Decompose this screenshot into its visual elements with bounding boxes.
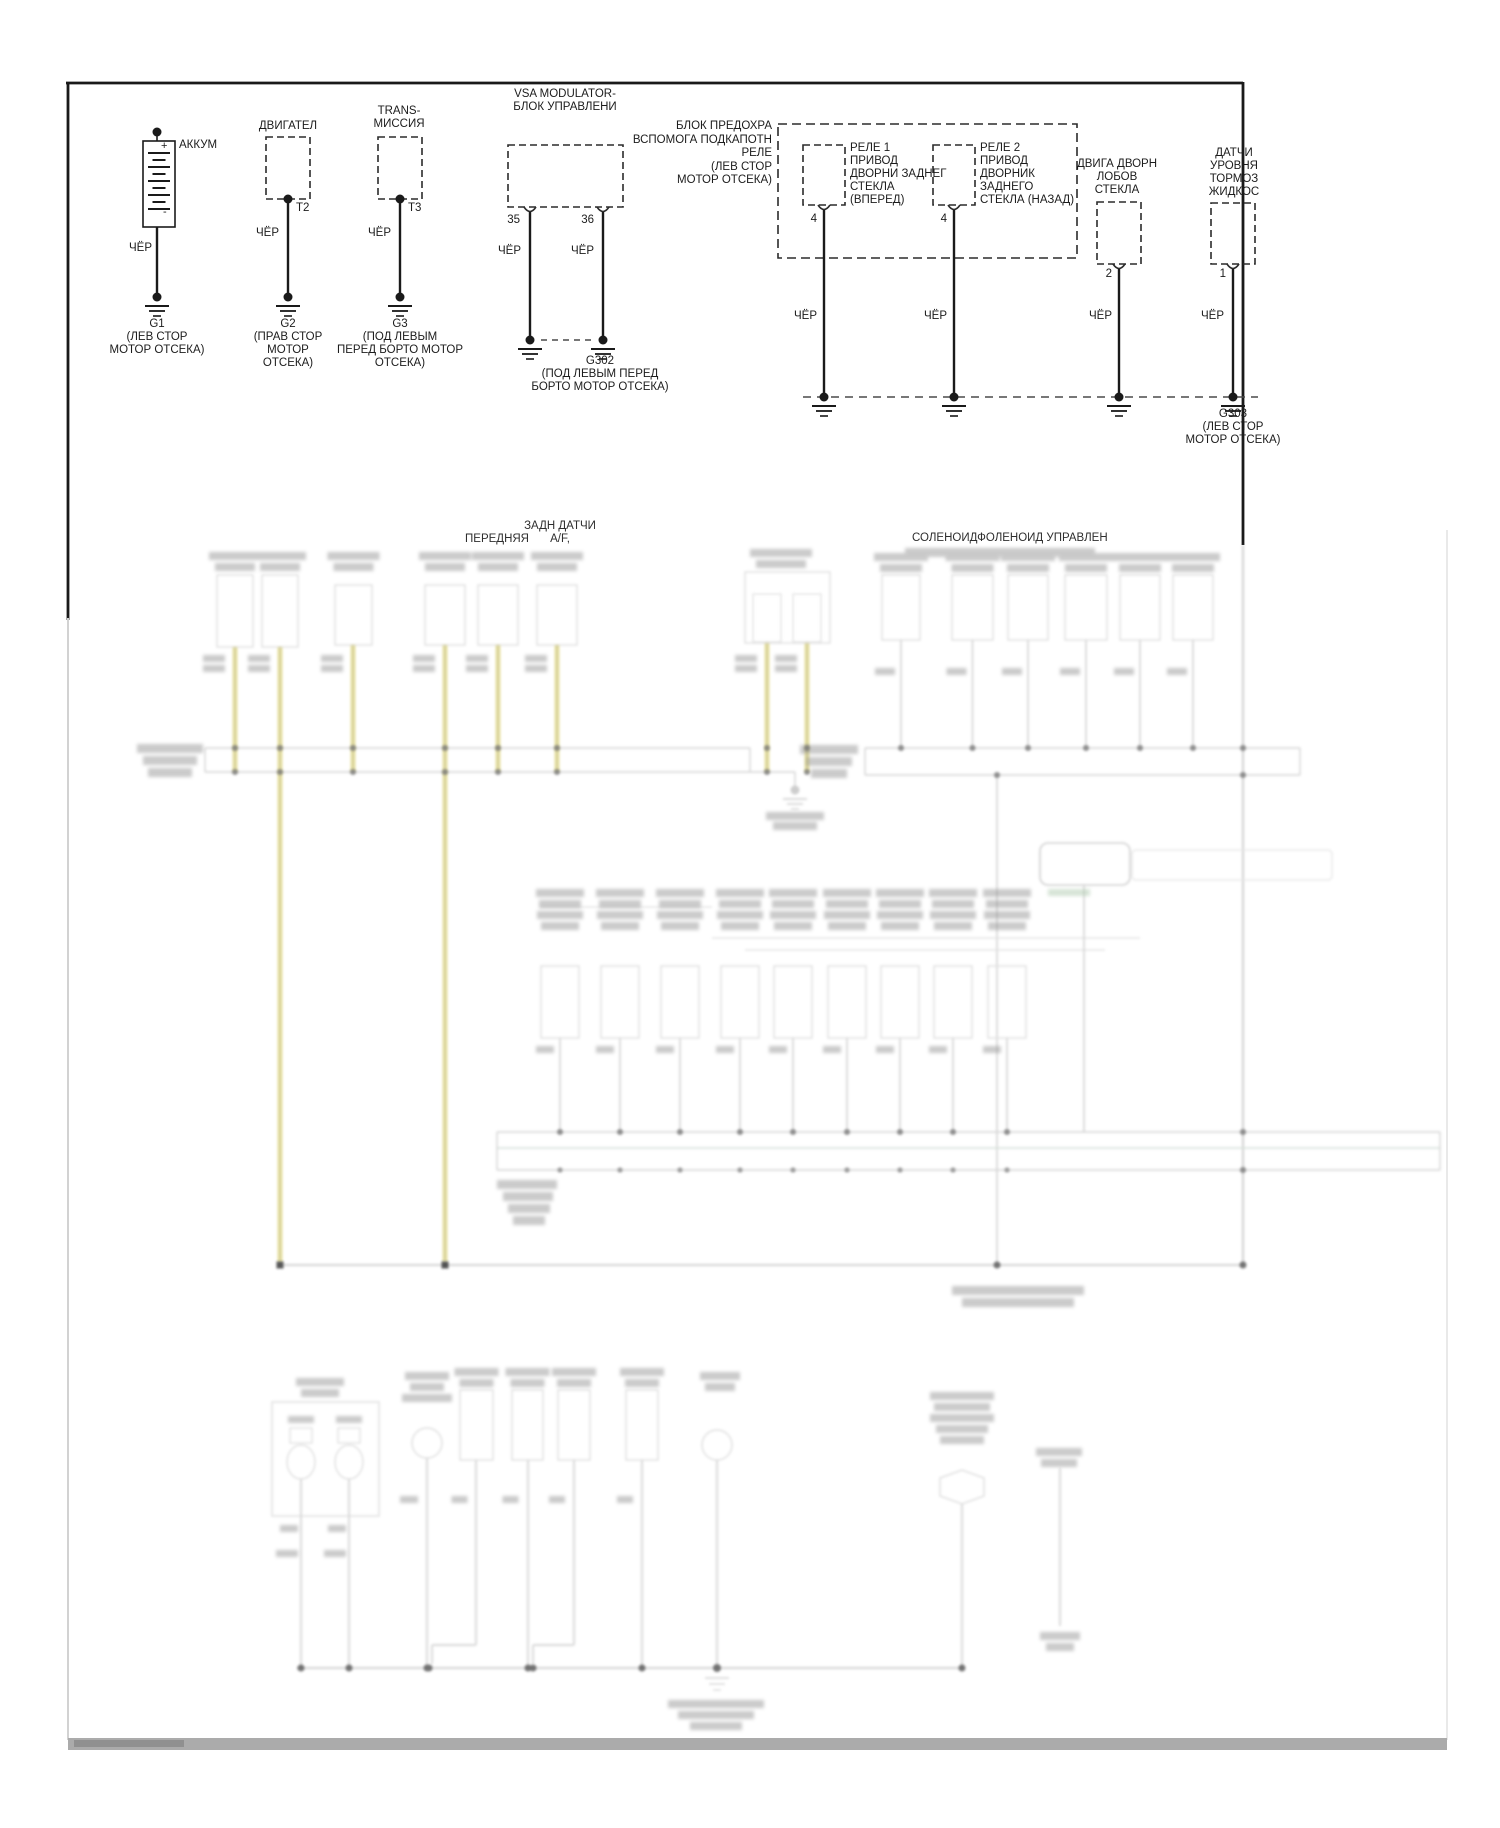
solenoid-header: СОЛЕНОИДФОЛЕНОИД УПРАВЛЕН xyxy=(912,532,1108,544)
ground-g303-label: G303 (ЛЕВ СТОР МОТОР ОТСЕКА) xyxy=(1185,408,1281,446)
engine-wire-color: ЧЁР xyxy=(255,227,279,239)
brake-fluid-wire-color: ЧЁР xyxy=(1200,310,1224,322)
ground-g1-label: G1 (ЛЕВ СТОР МОТОР ОТСЕКА) xyxy=(109,318,205,356)
front-sensor-header: ПЕРЕДНЯЯ xyxy=(465,533,529,545)
page-edges xyxy=(68,530,1447,1750)
wiper-motor-label: ДВИГА ДВОРН ЛОБОВ СТЕКЛА xyxy=(1076,158,1158,196)
vsa-pin-35: 35 xyxy=(507,214,520,226)
brake-fluid-pin: 1 xyxy=(1219,268,1226,280)
vsa-label: VSA MODULATOR- БЛОК УПРАВЛЕНИ xyxy=(513,88,617,113)
battery-plus: + xyxy=(161,140,168,152)
vsa-pin-36: 36 xyxy=(581,214,594,226)
relay2-label: РЕЛЕ 2 ПРИВОД ДВОРНИК ЗАДНЕГО СТЕКЛА (НАЗАД) xyxy=(980,142,1075,206)
relay2-pin: 4 xyxy=(940,213,947,225)
ground-g3-label: G3 (ПОД ЛЕВЫМ ПЕРЕД БОРТО МОТОР ОТСЕКА) xyxy=(336,318,464,369)
relay1-label: РЕЛЕ 1 ПРИВОД ДВОРНИ ЗАДНЕГ СТЕКЛА (ВПЕРЕД) xyxy=(850,142,947,206)
ground-g2-label: G2 (ПРАВ СТОР МОТОР ОТСЕКА) xyxy=(253,318,323,369)
engine-pin: T2 xyxy=(296,202,310,214)
wiper-motor-wire-color: ЧЁР xyxy=(1088,310,1112,322)
relay2-wire-color: ЧЁР xyxy=(923,310,947,322)
vsa-wire-color-2: ЧЁР xyxy=(570,245,594,257)
illegible-label-blobs xyxy=(137,548,1220,1730)
battery-label: АККУМ xyxy=(179,139,218,151)
relay1-pin: 4 xyxy=(810,213,817,225)
engine-label: ДВИГАТЕЛ xyxy=(258,120,318,132)
ground-g302-label: G302 (ПОД ЛЕВЫМ ПЕРЕД БОРТО МОТОР ОТСЕКА) xyxy=(531,355,669,393)
battery-minus: - xyxy=(163,206,167,218)
transmission-wire-color: ЧЁР xyxy=(367,227,391,239)
battery-wire-color: ЧЁР xyxy=(128,242,152,254)
relay1-wire-color: ЧЁР xyxy=(793,310,817,322)
wiper-motor-pin: 2 xyxy=(1105,268,1112,280)
transmission-pin: T3 xyxy=(408,202,422,214)
brake-fluid-sensor-label: ДАТЧИ УРОВНЯ ТОРМОЗ ЖИДКОС xyxy=(1208,147,1260,198)
transmission-label: TRANS- МИССИЯ xyxy=(373,105,425,130)
highlighted-yellow-wires xyxy=(235,643,807,1262)
fusebox-label: БЛОК ПРЕДОХРА ВСПОМОГА ПОДКАПОТН РЕЛЕ (ЛЕВ СТОР МОТОР ОТСЕКА) xyxy=(632,120,772,186)
rear-af-sensor-header: ЗАДН ДАТЧИ A/F, xyxy=(524,520,596,545)
junction-dots xyxy=(232,745,1247,1672)
vsa-wire-color-1: ЧЁР xyxy=(497,245,521,257)
faded-linework xyxy=(205,545,1440,1690)
